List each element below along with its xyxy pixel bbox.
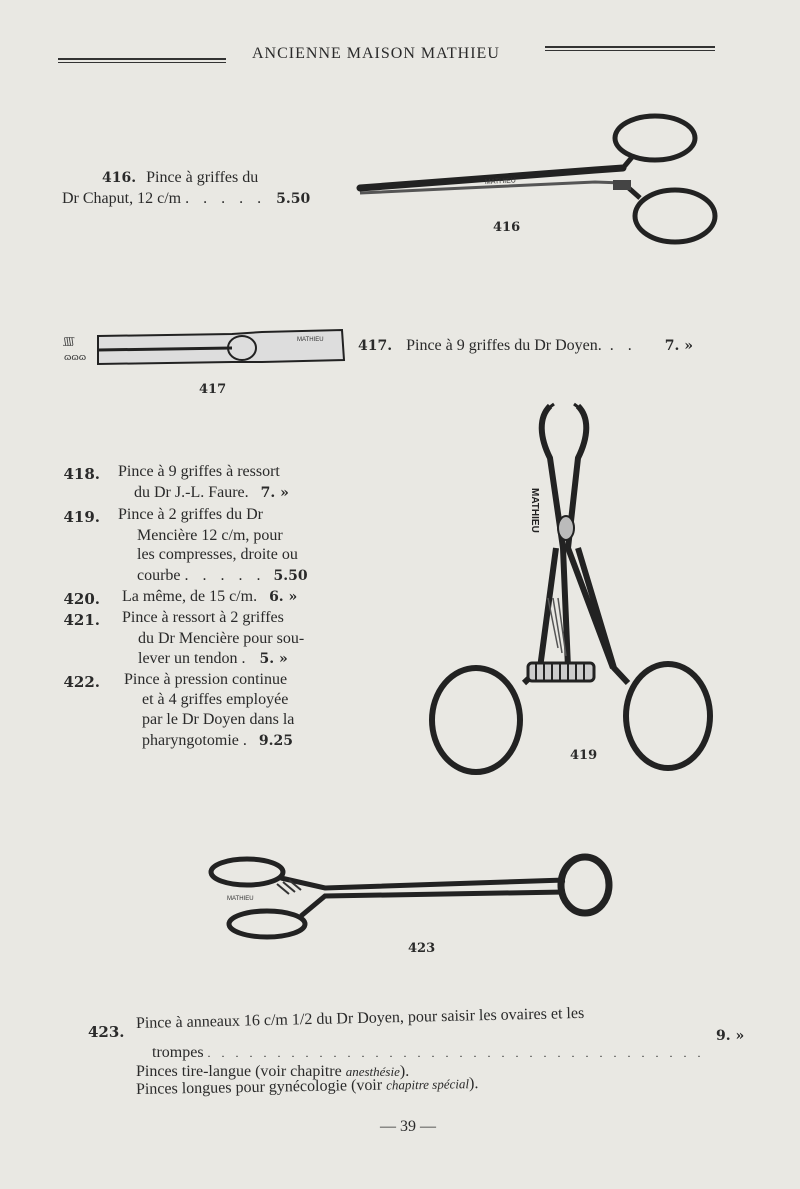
item-421-line2: du Dr Mencière pour sou- bbox=[138, 630, 305, 647]
item-417-text bbox=[358, 336, 693, 357]
figure-423-brand-mark: MATHIEU bbox=[227, 896, 254, 902]
header-rule-left bbox=[58, 58, 226, 63]
item-417-number: 417. bbox=[358, 338, 393, 354]
note-1-prefix: Pinces tire-langue (voir chapitre bbox=[136, 1063, 346, 1080]
item-418-line2-wrap bbox=[134, 484, 289, 502]
item-416-dots: . . . . . bbox=[185, 189, 267, 207]
item-422-number: 422. bbox=[63, 673, 100, 691]
page-number: — 39 — bbox=[380, 1118, 436, 1135]
item-421-line3-wrap bbox=[138, 650, 288, 668]
item-420-line-wrap bbox=[122, 588, 297, 606]
item-421-price: 5. » bbox=[259, 651, 288, 667]
item-416-number: 416. bbox=[102, 170, 137, 186]
item-419-line1: Pince à 2 griffes du Dr bbox=[118, 506, 263, 523]
item-420-price: 6. » bbox=[269, 589, 298, 605]
figure-417-illustration bbox=[62, 326, 347, 370]
figure-416-illustration bbox=[355, 108, 725, 248]
svg-text:ɷɷɷ: ɷɷɷ bbox=[64, 353, 87, 363]
figure-423-illustration bbox=[205, 850, 615, 942]
item-418-line2: du Dr J.-L. Faure. bbox=[134, 484, 249, 501]
item-419-line4: courbe bbox=[137, 567, 181, 584]
page-header-title: ANCIENNE MAISON MATHIEU bbox=[252, 45, 500, 62]
item-419-line2: Mencière 12 c/m, pour bbox=[137, 527, 283, 544]
item-420-description: La même, de 15 c/m. bbox=[122, 588, 258, 605]
figure-419-caption: 419 bbox=[570, 748, 598, 763]
item-421-line1: Pince à ressort à 2 griffes bbox=[122, 609, 284, 626]
note-1-suffix: ). bbox=[399, 1063, 410, 1080]
note-2-prefix: Pinces longues pour gynécologie (voir bbox=[135, 1076, 387, 1098]
header-rule-right bbox=[545, 46, 715, 51]
item-419-price: 5.50 bbox=[273, 568, 308, 584]
figure-417-brand-mark: MATHIEU bbox=[297, 337, 324, 343]
item-423-number: 423. bbox=[88, 1023, 125, 1041]
item-422-line4: pharyngotomie . bbox=[142, 732, 247, 749]
item-418-number: 418. bbox=[63, 465, 100, 483]
item-420-number: 420. bbox=[63, 590, 100, 608]
item-419-number: 419. bbox=[63, 508, 100, 526]
item-417-dots: . . bbox=[609, 337, 637, 354]
item-417-description: Pince à 9 griffes du Dr Doyen. bbox=[406, 337, 602, 354]
item-422-line1: Pince à pression continue bbox=[124, 671, 288, 688]
note-1-italic: anesthésie bbox=[345, 1064, 400, 1079]
item-416-line1: Pince à griffes du bbox=[146, 169, 259, 186]
note-2-italic: chapitre spécial bbox=[385, 1076, 470, 1093]
item-422-line3: par le Dr Doyen dans la bbox=[142, 711, 295, 728]
item-418-price: 7. » bbox=[260, 485, 289, 501]
figure-419-illustration bbox=[428, 398, 718, 783]
item-416-line2: Dr Chaput, 12 c/m bbox=[62, 189, 182, 207]
item-416-price: 5.50 bbox=[276, 190, 311, 207]
item-417-price: 7. » bbox=[664, 338, 694, 354]
item-419-line3: les compresses, droite ou bbox=[137, 546, 298, 563]
figure-417-caption: 417 bbox=[199, 382, 227, 397]
figure-416-brand-mark: MATHIEU bbox=[484, 177, 517, 186]
item-423-line2: trompes bbox=[152, 1044, 204, 1061]
item-422-line4-wrap bbox=[142, 732, 293, 750]
item-421-line3: lever un tendon . bbox=[138, 650, 246, 667]
item-423-price: 9. » bbox=[716, 1028, 745, 1044]
figure-423-caption: 423 bbox=[408, 941, 436, 956]
item-419-line4-wrap bbox=[137, 567, 308, 585]
item-419-dots: . . . . . bbox=[184, 567, 266, 584]
note-2-suffix: ). bbox=[468, 1075, 479, 1093]
figure-419-brand-mark: MATHIEU bbox=[529, 488, 540, 533]
item-422-price: 9.25 bbox=[258, 733, 293, 749]
item-423-line2-wrap bbox=[152, 1043, 705, 1064]
item-422-line2: et à 4 griffes employée bbox=[142, 691, 289, 708]
item-421-number: 421. bbox=[63, 611, 100, 629]
item-416-text bbox=[62, 168, 352, 209]
item-423-line1: Pince à anneaux 16 c/m 1/2 du Dr Doyen, pour saisir les ovaires et les bbox=[135, 1004, 585, 1032]
figure-416-caption: 416 bbox=[493, 220, 521, 235]
svg-text:ʃʃʃʃ: ʃʃʃʃ bbox=[64, 337, 74, 347]
item-423-dots: . . . . . . . . . . . . . . . . . . . . . . . . . . . . . . . . . . . . bbox=[207, 1046, 705, 1060]
item-418-line1: Pince à 9 griffes à ressort bbox=[118, 463, 280, 480]
